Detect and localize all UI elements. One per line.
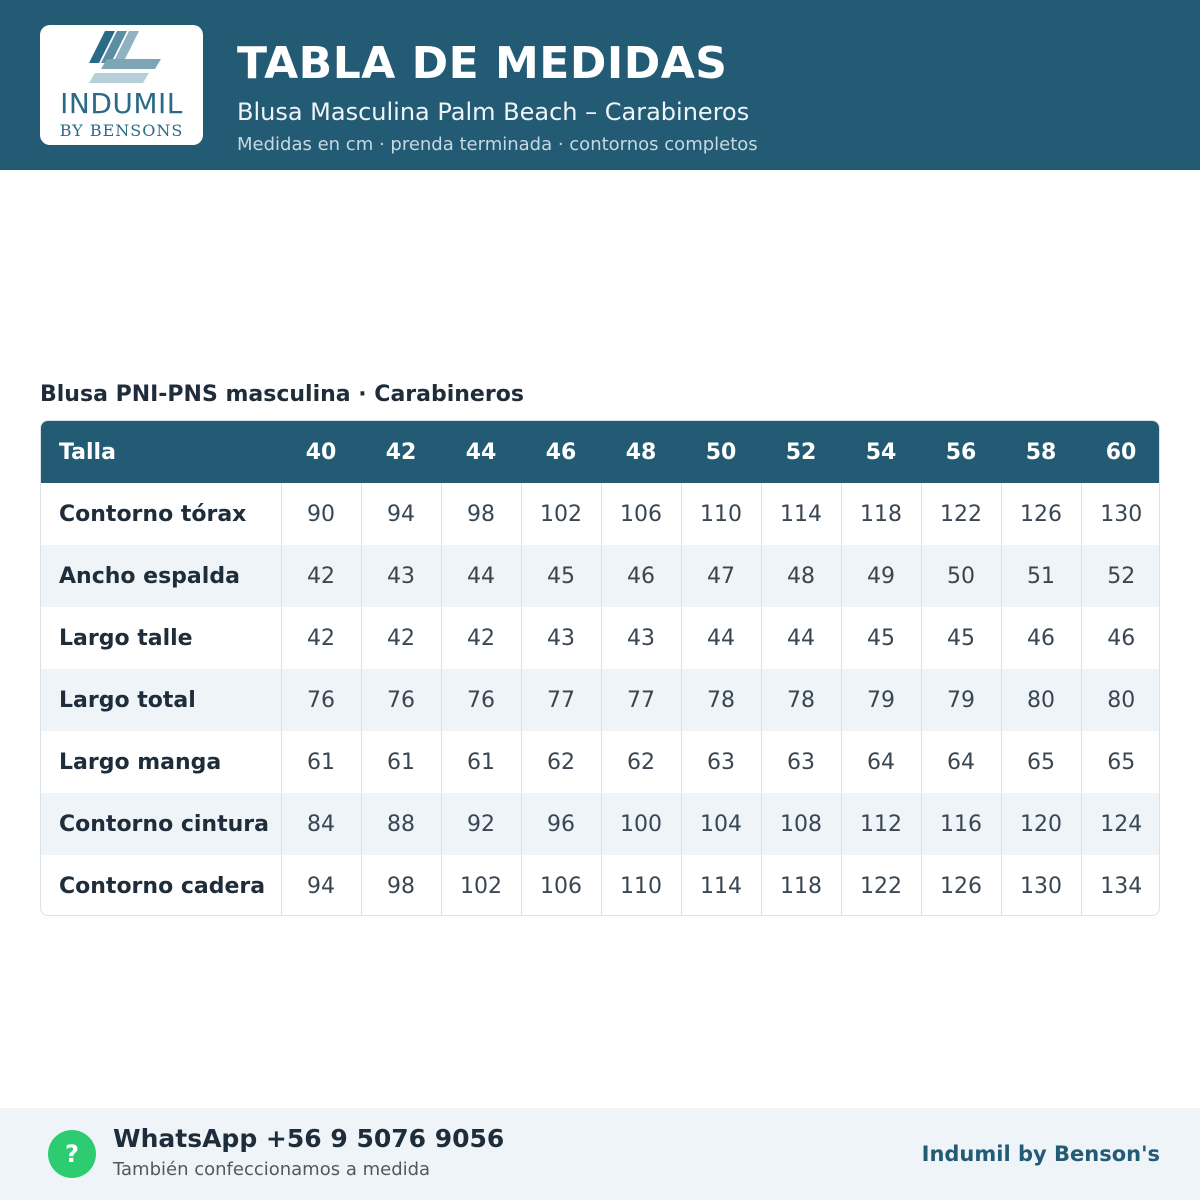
footer-bar: [0, 1108, 1200, 1200]
measure-cell: 126: [921, 855, 1001, 916]
measure-cell: 98: [361, 855, 441, 916]
page-title: TABLA DE MEDIDAS: [237, 38, 728, 89]
table-row: [41, 855, 1160, 916]
measure-cell: 64: [841, 731, 921, 793]
table-row: [41, 669, 1160, 731]
measure-cell: 102: [521, 483, 601, 545]
measure-cell: 100: [601, 793, 681, 855]
footer-brand: Indumil by Benson's: [921, 1142, 1160, 1166]
table-row: [41, 483, 1160, 545]
measure-cell: 122: [921, 483, 1001, 545]
measure-cell: 104: [681, 793, 761, 855]
measure-cell: 46: [1001, 607, 1081, 669]
measure-cell: 45: [841, 607, 921, 669]
logo-mark-icon: [85, 29, 165, 87]
units-note: Medidas en cm · prenda terminada · contornos completos: [237, 134, 758, 155]
whatsapp-contact[interactable]: WhatsApp +56 9 5076 9056: [113, 1124, 505, 1153]
measure-cell: 43: [601, 607, 681, 669]
measure-cell: 79: [921, 669, 1001, 731]
measure-cell: 76: [361, 669, 441, 731]
measure-cell: 44: [761, 607, 841, 669]
size-header-cell: 58: [1025, 439, 1057, 465]
measure-cell: 44: [441, 545, 521, 607]
measure-cell: 122: [841, 855, 921, 916]
measure-cell: 114: [761, 483, 841, 545]
measure-cell: 94: [361, 483, 441, 545]
measure-cell: 61: [441, 731, 521, 793]
size-header-cell: 60: [1105, 439, 1137, 465]
measure-cell: 108: [761, 793, 841, 855]
measure-cell: 94: [281, 855, 361, 916]
measure-cell: 76: [281, 669, 361, 731]
size-header-cell: 54: [865, 439, 897, 465]
measure-cell: 44: [681, 607, 761, 669]
size-header-cell: 42: [385, 439, 417, 465]
measure-cell: 43: [361, 545, 441, 607]
measure-cell: 124: [1081, 793, 1160, 855]
measure-cell: 63: [681, 731, 761, 793]
measure-cell: 110: [681, 483, 761, 545]
measure-cell: 114: [681, 855, 761, 916]
measure-cell: 90: [281, 483, 361, 545]
measure-cell: 84: [281, 793, 361, 855]
row-label: Largo manga: [59, 749, 222, 775]
size-header-cell: 52: [785, 439, 817, 465]
row-label: Contorno cadera: [59, 873, 266, 899]
size-header-cell: 50: [705, 439, 737, 465]
row-label: Largo total: [59, 687, 196, 713]
measure-cell: 47: [681, 545, 761, 607]
measure-cell: 45: [921, 607, 1001, 669]
measure-cell: 106: [601, 483, 681, 545]
measure-cell: 92: [441, 793, 521, 855]
measure-cell: 80: [1001, 669, 1081, 731]
logo-name: INDUMIL: [60, 87, 183, 120]
measure-cell: 118: [841, 483, 921, 545]
size-header-cell: 56: [945, 439, 977, 465]
measure-cell: 46: [601, 545, 681, 607]
measure-cell: 62: [521, 731, 601, 793]
measure-cell: 63: [761, 731, 841, 793]
measure-cell: 116: [921, 793, 1001, 855]
measure-cell: 64: [921, 731, 1001, 793]
measure-cell: 77: [601, 669, 681, 731]
size-header-cell: 40: [305, 439, 337, 465]
measure-cell: 48: [761, 545, 841, 607]
measure-cell: 96: [521, 793, 601, 855]
size-header-cell: 46: [545, 439, 577, 465]
measure-cell: 49: [841, 545, 921, 607]
measure-cell: 42: [361, 607, 441, 669]
measure-cell: 43: [521, 607, 601, 669]
row-label: Contorno tórax: [59, 501, 247, 527]
row-label: Largo talle: [59, 625, 193, 651]
measure-cell: 42: [281, 607, 361, 669]
measure-cell: 42: [441, 607, 521, 669]
measure-cell: 112: [841, 793, 921, 855]
measure-cell: 61: [361, 731, 441, 793]
measure-cell: 110: [601, 855, 681, 916]
measure-cell: 79: [841, 669, 921, 731]
measure-cell: 65: [1081, 731, 1160, 793]
table-row: [41, 731, 1160, 793]
measure-cell: 130: [1081, 483, 1160, 545]
page-subtitle: Blusa Masculina Palm Beach – Carabineros: [237, 98, 750, 126]
measure-cell: 134: [1081, 855, 1160, 916]
measure-cell: 118: [761, 855, 841, 916]
measure-cell: 61: [281, 731, 361, 793]
measure-cell: 62: [601, 731, 681, 793]
measure-cell: 78: [681, 669, 761, 731]
logo-sub: BY BENSONS: [59, 121, 184, 140]
table-body: [41, 483, 1160, 916]
section-title: Blusa PNI-PNS masculina · Carabineros: [40, 382, 524, 407]
measure-cell: 106: [521, 855, 601, 916]
row-label: Ancho espalda: [59, 563, 240, 589]
row-label: Contorno cintura: [59, 811, 269, 837]
header-banner: [0, 0, 1200, 170]
measure-cell: 78: [761, 669, 841, 731]
measure-cell: 42: [281, 545, 361, 607]
measure-cell: 80: [1081, 669, 1160, 731]
measure-cell: 76: [441, 669, 521, 731]
header-cell-talla: Talla: [59, 439, 116, 465]
measure-cell: 102: [441, 855, 521, 916]
size-header-cell: 48: [625, 439, 657, 465]
table-row: [41, 607, 1160, 669]
measure-cell: 130: [1001, 855, 1081, 916]
custom-made-note: También confeccionamos a medida: [113, 1159, 431, 1180]
measure-cell: 77: [521, 669, 601, 731]
measure-cell: 120: [1001, 793, 1081, 855]
whatsapp-icon[interactable]: ?: [48, 1130, 96, 1178]
brand-logo: [40, 25, 203, 145]
measure-cell: 46: [1081, 607, 1160, 669]
measure-cell: 65: [1001, 731, 1081, 793]
measure-cell: 126: [1001, 483, 1081, 545]
table-row: [41, 545, 1160, 607]
measure-cell: 51: [1001, 545, 1081, 607]
measure-cell: 88: [361, 793, 441, 855]
measure-cell: 45: [521, 545, 601, 607]
table-row: [41, 793, 1160, 855]
table-header-row: [41, 421, 1160, 483]
size-table: [40, 420, 1160, 916]
size-header-cell: 44: [465, 439, 497, 465]
measure-cell: 50: [921, 545, 1001, 607]
measure-cell: 52: [1081, 545, 1160, 607]
measure-cell: 98: [441, 483, 521, 545]
